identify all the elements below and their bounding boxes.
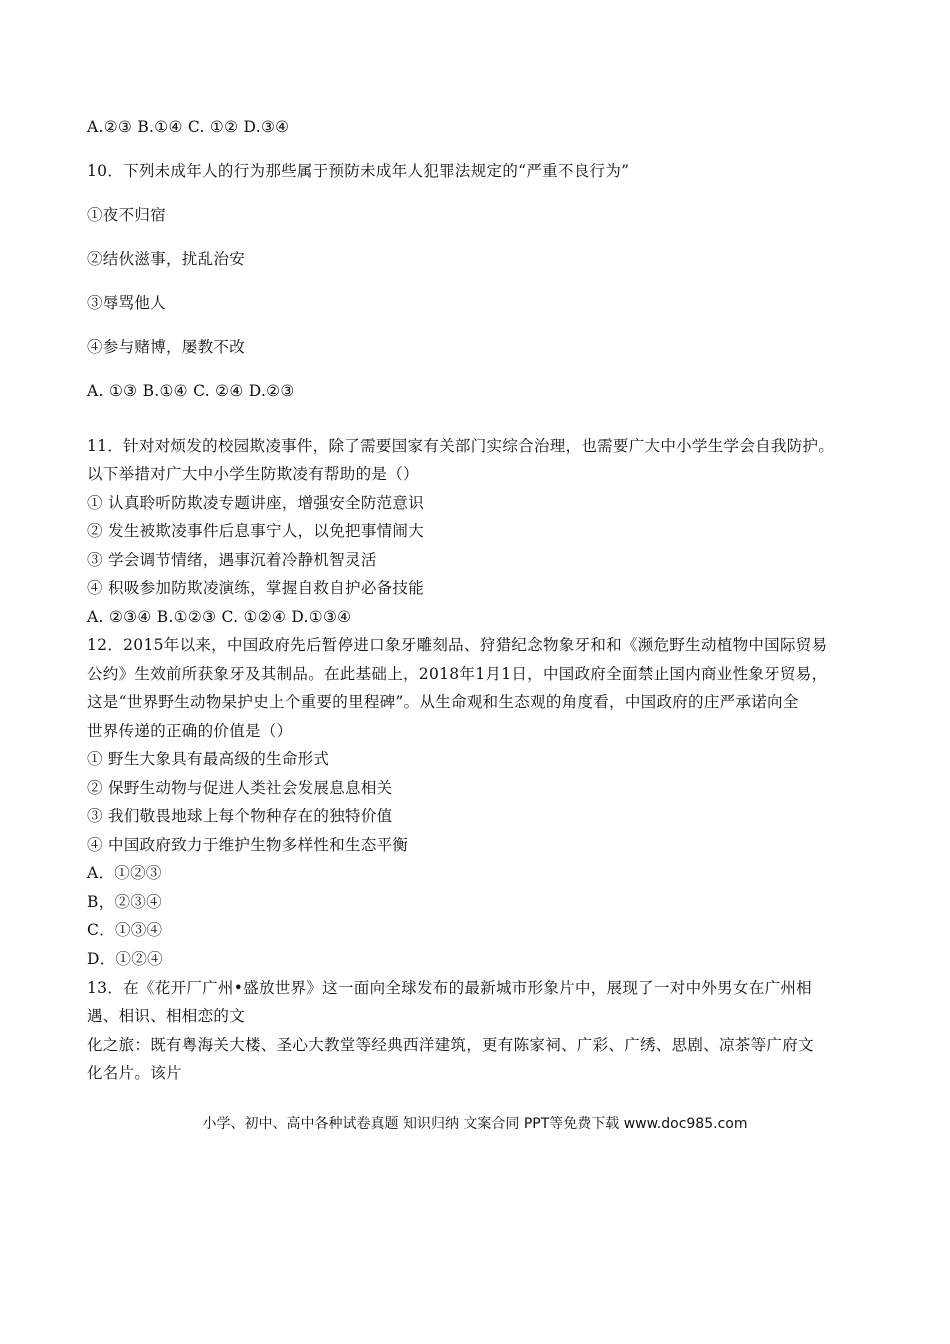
q10-item-4: ④参与赌博，屡教不改 — [87, 338, 246, 356]
q11-stem-line-1: 11．针对对烦发的校园欺凌事件，除了需要国家有关部门实综合治理，也需要广大中小学生学会自我防护。 — [87, 437, 835, 455]
q12-stem-line-4: 世界传递的正确的价值是（） — [87, 722, 293, 740]
q11-stem-line-2: 以下举措对广大中小学生防欺凌有帮助的是（） — [87, 465, 419, 483]
q10-item-2: ②结伙滋事，扰乱治安 — [87, 250, 246, 268]
q12-item-1: ① 野生大象具有最高级的生命形式 — [87, 750, 330, 768]
q12-stem-line-2: 公约》生效前所获象牙及其制品。在此基础上，2018年1月1日，中国政府全面禁止国内商业性象牙贸易， — [87, 665, 828, 683]
q11-item-3: ③ 学会调节情绪，遇事沉着冷静机智灵活 — [87, 551, 377, 569]
q12-option-b: B，②③④ — [87, 893, 162, 911]
q11-item-4: ④ 积吸参加防欺凌演练，掌握自救自护必备技能 — [87, 579, 425, 597]
q11-item-1: ① 认真聆听防欺凌专题讲座，增强安全防范意识 — [87, 494, 425, 512]
q11-options: A. ②③④ B.①②③ C. ①②④ D.①③④ — [87, 608, 352, 626]
q12-item-4: ④ 中国政府致力于维护生物多样性和生态平衡 — [87, 836, 409, 854]
q10-options: A. ①③ B.①④ C. ②④ D.②③ — [87, 382, 295, 400]
q10-item-3: ③辱骂他人 — [87, 294, 167, 312]
page-footer: 小学、初中、高中各种试卷真题 知识归纳 文案合同 PPT等免费下载 www.doc985.com — [202, 1116, 748, 1132]
q12-option-c: C．①③④ — [87, 921, 163, 939]
q13-stem-line-4: 化名片。该片 — [87, 1064, 182, 1082]
q12-item-3: ③ 我们敬畏地球上每个物种存在的独特价值 — [87, 807, 393, 825]
q12-option-d: D．①②④ — [87, 950, 163, 968]
q12-stem-line-3: 这是“世界野生动物杲护史上个重要的里程碑”。从生命观和生态观的角度看，中国政府的庄严承诺向全 — [87, 693, 799, 711]
q13-stem-line-1: 13．在《花开厂广州•盛放世界》这一面向全球发布的最新城市形象片中，展现了一对中外男女在广州相 — [87, 979, 812, 997]
q13-stem-line-2: 遇、相识、相相恋的文 — [87, 1007, 246, 1025]
q10-item-1: ①夜不归宿 — [87, 206, 167, 224]
q12-stem-line-1: 12．2015年以来，中国政府先后暂停进口象牙雕刻品、狩猎纪念物象牙和和《濒危野生动植物中国际贸易 — [87, 636, 828, 654]
q11-item-2: ② 发生被欺凌事件后息事宁人，以免把事情闹大 — [87, 522, 425, 540]
q12-option-a: A．①②③ — [87, 864, 162, 882]
q10-stem: 10．下列未成年人的行为那些属于预防未成年人犯罪法规定的“严重不良行为” — [87, 162, 630, 180]
q12-item-2: ② 保野生动物与促进人类社会发展息息相关 — [87, 779, 393, 797]
q13-stem-line-3: 化之旅：既有粤海关大楼、圣心大教堂等经典西洋建筑，更有陈家祠、广彩、广绣、思剧、凉茶等广府文 — [87, 1036, 814, 1054]
q9-options: A.②③ B.①④ C. ①② D.③④ — [87, 118, 290, 136]
